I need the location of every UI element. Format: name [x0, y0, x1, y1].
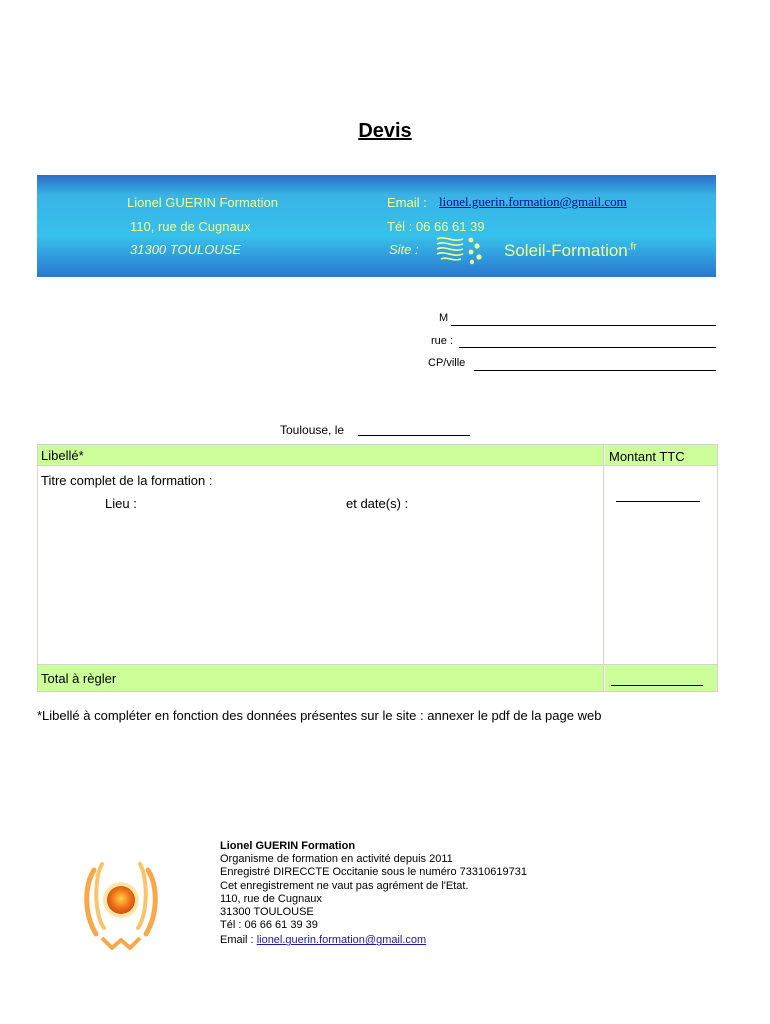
brand-text: Soleil-Formation — [504, 241, 628, 260]
banner-city: 31300 TOULOUSE — [130, 242, 242, 257]
footer-info — [220, 840, 527, 948]
footer-line-registration: Enregistré DIRECCTE Occitanie sous le numéro 73310619731 — [220, 866, 527, 879]
total-label: Total à règler — [41, 671, 117, 686]
footer-city: 31300 TOULOUSE — [220, 906, 314, 919]
banner-site-label: Site : — [389, 242, 419, 257]
recipient-m-label: M — [439, 312, 449, 324]
footer-email-row — [220, 934, 527, 947]
date-line — [358, 435, 470, 436]
dates-label: et date(s) : — [346, 496, 409, 511]
total-divider — [38, 664, 717, 665]
footer-line-activity: Organisme de formation en activité depuis 2011 — [220, 853, 453, 866]
brand-suffix: .fr — [627, 241, 637, 253]
banner-phone: Tél : 06 66 61 39 — [387, 219, 485, 234]
footer-street: 110, rue de Cugnaux — [220, 892, 322, 905]
recipient-rue-line — [459, 347, 716, 348]
total-value-cell — [605, 665, 717, 691]
footer-company-name: Lionel GUERIN Formation — [220, 840, 356, 852]
page-title: Devis — [358, 120, 412, 142]
banner-email-link[interactable]: lionel.guerin.formation@gmail.com — [439, 194, 627, 209]
banner-company-name: Lionel GUERIN Formation — [127, 195, 278, 210]
banner-email-label: Email : — [387, 195, 427, 210]
lieu-label: Lieu : — [105, 496, 137, 511]
montant-line — [616, 501, 700, 502]
montant-header: Montant TTC — [609, 449, 685, 464]
date-label: Toulouse, le — [280, 423, 345, 437]
banner-street: 110, rue de Cugnaux — [130, 219, 251, 234]
libelle-header: Libellé* — [41, 448, 84, 463]
footnote: *Libellé à compléter en fonction des données présentes sur le site : annexer le pdf de la page web — [37, 708, 602, 723]
column-divider — [603, 445, 604, 691]
recipient-cpville-label: CP/ville — [428, 357, 466, 369]
libelle-header-cell — [38, 445, 603, 465]
footer-line-disclaimer: Cet enregistrement ne vaut pas agrément de l'Etat. — [220, 879, 469, 892]
recipient-m-line — [451, 325, 716, 326]
titre-formation-label: Titre complet de la formation : — [41, 473, 213, 488]
recipient-rue-label: rue : — [431, 335, 454, 347]
banner-brand-name — [504, 241, 637, 261]
header-banner — [37, 175, 716, 277]
total-label-cell — [38, 665, 603, 691]
total-line — [611, 685, 703, 686]
footer-email-label: Email : — [220, 934, 254, 947]
footer-phone: Tél : 06 66 61 39 39 — [220, 919, 318, 932]
sun-logo-icon — [82, 858, 160, 952]
recipient-cpville-line — [474, 370, 716, 371]
footer-email-link[interactable]: lionel.guerin.formation@gmail.com — [256, 934, 427, 947]
quote-table — [37, 444, 718, 692]
header-divider — [38, 465, 717, 466]
soleil-formation-logo-icon — [435, 233, 495, 267]
